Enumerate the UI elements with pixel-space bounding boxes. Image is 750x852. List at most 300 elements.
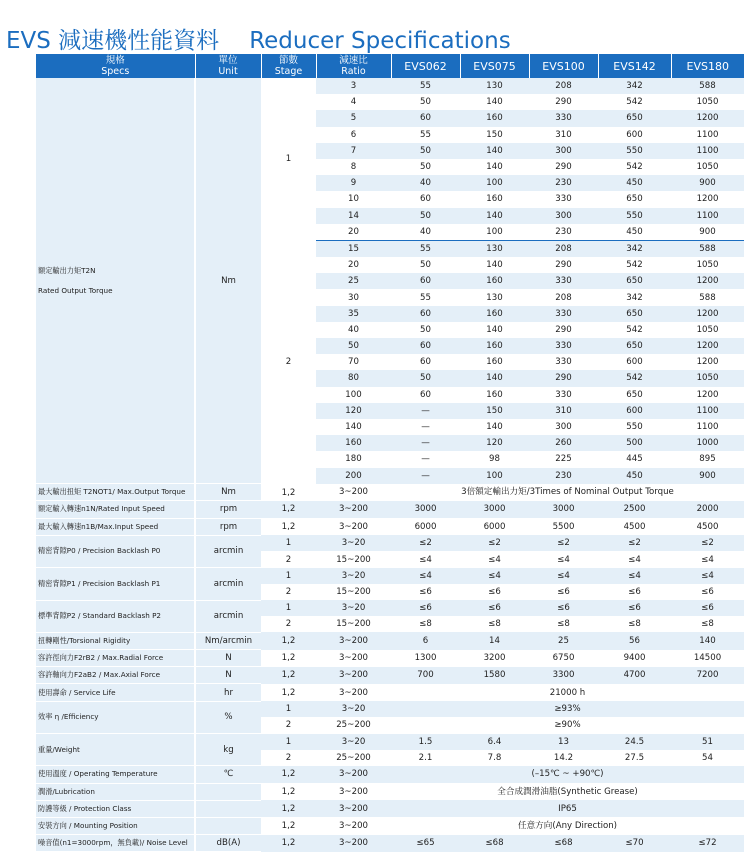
value-cell: ≤6 [529, 600, 598, 616]
ratio-cell: 25~200 [316, 750, 391, 766]
value-cell: 60 [391, 191, 460, 207]
value-cell: 140 [460, 94, 529, 110]
value-cell: 14.2 [529, 750, 598, 766]
value-cell: ≤8 [529, 616, 598, 632]
value-cell: ≤6 [460, 600, 529, 616]
mounting-value: 任意方向(Any Direction) [391, 817, 744, 834]
value-cell: ≤8 [671, 616, 744, 632]
value-cell: 55 [391, 240, 460, 257]
value-cell: ≤4 [391, 551, 460, 567]
value-cell: 1050 [671, 257, 744, 273]
ratio-cell: 40 [316, 322, 391, 338]
stage-cell: 2 [261, 551, 316, 567]
value-cell: 895 [671, 451, 744, 467]
value-cell: — [391, 403, 460, 419]
stage-cell: 1,2 [261, 817, 316, 834]
value-cell: 50 [391, 370, 460, 386]
ratio-cell: 3~20 [316, 568, 391, 584]
lube-unit [195, 783, 261, 800]
value-cell: 6750 [529, 650, 598, 667]
value-cell: 13 [529, 734, 598, 750]
value-cell: 230 [529, 175, 598, 191]
radial-unit: N [195, 650, 261, 667]
header-model: EVS100 [529, 54, 598, 78]
value-cell: 1200 [671, 191, 744, 207]
value-cell: 3000 [529, 501, 598, 518]
value-cell: 9400 [598, 650, 671, 667]
value-cell: 140 [460, 143, 529, 159]
value-cell: 1050 [671, 159, 744, 175]
stage-cell: 2 [261, 717, 316, 733]
stage-cell: 1,2 [261, 667, 316, 684]
value-cell: 208 [529, 289, 598, 305]
stage-cell: 1,2 [261, 501, 316, 518]
stage-cell: 1,2 [261, 783, 316, 800]
value-cell: 50 [391, 322, 460, 338]
ratio-cell: 6 [316, 127, 391, 143]
p2-unit: arcmin [195, 600, 261, 632]
stage-cell: 1,2 [261, 800, 316, 817]
ratio-cell: 3~200 [316, 835, 391, 852]
value-cell: 700 [391, 667, 460, 684]
max_out-unit: Nm [195, 484, 261, 501]
value-cell: 3000 [460, 501, 529, 518]
value-cell: 900 [671, 175, 744, 191]
stage-cell: 1 [261, 701, 316, 717]
value-cell: 342 [598, 240, 671, 257]
value-cell: 130 [460, 240, 529, 257]
value-cell: 208 [529, 78, 598, 94]
value-cell: 1580 [460, 667, 529, 684]
value-cell: 900 [671, 224, 744, 241]
ratio-cell: 25 [316, 273, 391, 289]
ratio-cell: 180 [316, 451, 391, 467]
value-cell: 1000 [671, 435, 744, 451]
ratio-cell: 50 [316, 338, 391, 354]
table-row [36, 518, 744, 535]
value-cell: 140 [460, 370, 529, 386]
value-cell: 600 [598, 403, 671, 419]
ratio-cell: 120 [316, 403, 391, 419]
ratio-cell: 3~200 [316, 650, 391, 667]
table-row [36, 535, 744, 551]
radial-label: 容許徑向力F2rB2 / Max.Radial Force [36, 650, 195, 667]
value-cell: 600 [598, 354, 671, 370]
page-title [6, 22, 511, 52]
rated_in-unit: rpm [195, 501, 261, 518]
efficiency-unit: % [195, 701, 261, 733]
value-cell: 50 [391, 257, 460, 273]
value-cell: ≤6 [598, 584, 671, 600]
value-cell: 140 [460, 419, 529, 435]
value-cell: 160 [460, 338, 529, 354]
ratio-cell: 3~200 [316, 783, 391, 800]
value-cell: 55 [391, 127, 460, 143]
ratio-cell: 3~200 [316, 501, 391, 518]
value-cell: ≤2 [671, 535, 744, 551]
value-cell: 290 [529, 370, 598, 386]
max_out-label: 最大輸出扭矩 T2NOT1/ Max.Output Torque [36, 484, 195, 501]
value-cell: 542 [598, 370, 671, 386]
value-cell: 330 [529, 110, 598, 126]
value-cell: 3300 [529, 667, 598, 684]
value-cell: ≤4 [598, 551, 671, 567]
axial-label: 容許軸向力F2aB2 / Max.Axial Force [36, 667, 195, 684]
ratio-cell: 15~200 [316, 551, 391, 567]
weight-unit: kg [195, 734, 261, 766]
value-cell: 445 [598, 451, 671, 467]
value-cell: ≤70 [598, 835, 671, 852]
ratio-cell: 160 [316, 435, 391, 451]
ratio-cell: 3~200 [316, 484, 391, 501]
value-cell: 208 [529, 240, 598, 257]
ratio-cell: 20 [316, 224, 391, 241]
value-cell: 160 [460, 306, 529, 322]
efficiency-value: ≥93% [391, 701, 744, 717]
value-cell: ≤4 [460, 568, 529, 584]
rated-torque-zh: 額定輸出力矩T2N [38, 265, 96, 275]
value-cell: 7200 [671, 667, 744, 684]
value-cell: 1300 [391, 650, 460, 667]
temp-value: (–15℃ ~ +90℃) [391, 766, 744, 783]
value-cell: 140 [460, 257, 529, 273]
header-specs: 規格 Specs [36, 54, 195, 78]
value-cell: 3000 [391, 501, 460, 518]
ratio-cell: 20 [316, 257, 391, 273]
value-cell: 300 [529, 419, 598, 435]
value-cell: ≤6 [391, 584, 460, 600]
value-cell: 230 [529, 468, 598, 484]
title-en: Reducer Specifications [249, 28, 511, 54]
stage-cell: 1 [261, 535, 316, 551]
value-cell: 342 [598, 289, 671, 305]
value-cell: 1050 [671, 94, 744, 110]
value-cell: 160 [460, 387, 529, 403]
value-cell: ≤2 [460, 535, 529, 551]
ratio-cell: 3~200 [316, 817, 391, 834]
value-cell: 50 [391, 143, 460, 159]
value-cell: ≤6 [460, 584, 529, 600]
value-cell: ≤8 [460, 616, 529, 632]
value-cell: 650 [598, 110, 671, 126]
value-cell: 1200 [671, 306, 744, 322]
value-cell: ≤2 [391, 535, 460, 551]
lube-value: 全合成潤滑油脂(Synthetic Grease) [391, 783, 744, 800]
value-cell: 550 [598, 419, 671, 435]
value-cell: 140 [460, 322, 529, 338]
value-cell: 60 [391, 110, 460, 126]
stage-cell: 1,2 [261, 835, 316, 852]
noise-label: 噪音值(n1=3000rpm，無負載)/ Noise Level [36, 835, 195, 852]
table-row [36, 78, 744, 94]
p2-label: 標準背隙P2 / Standard Backlash P2 [36, 600, 195, 632]
value-cell: 450 [598, 175, 671, 191]
value-cell: 330 [529, 387, 598, 403]
value-cell: 330 [529, 273, 598, 289]
value-cell: 6.4 [460, 734, 529, 750]
value-cell: 160 [460, 110, 529, 126]
value-cell: 290 [529, 257, 598, 273]
value-cell: 160 [460, 354, 529, 370]
ratio-cell: 25~200 [316, 717, 391, 733]
value-cell: 1050 [671, 322, 744, 338]
value-cell: 1050 [671, 370, 744, 386]
value-cell: 542 [598, 322, 671, 338]
temp-unit: ℃ [195, 766, 261, 783]
spec-body [36, 78, 744, 852]
ratio-cell: 140 [316, 419, 391, 435]
lube-label: 潤滑/Lubrication [36, 783, 195, 800]
value-cell: 3200 [460, 650, 529, 667]
value-cell: 4700 [598, 667, 671, 684]
value-cell: 40 [391, 224, 460, 241]
value-cell: 450 [598, 224, 671, 241]
value-cell: 650 [598, 191, 671, 207]
ratio-cell: 80 [316, 370, 391, 386]
p0-unit: arcmin [195, 535, 261, 567]
value-cell: 120 [460, 435, 529, 451]
value-cell: ≤4 [671, 568, 744, 584]
p1-unit: arcmin [195, 568, 261, 600]
value-cell: ≤6 [598, 600, 671, 616]
ratio-cell: 200 [316, 468, 391, 484]
value-cell: ≤2 [598, 535, 671, 551]
ratio-cell: 3~20 [316, 600, 391, 616]
stage-cell: 2 [261, 750, 316, 766]
value-cell: 150 [460, 403, 529, 419]
value-cell: 330 [529, 338, 598, 354]
value-cell: 600 [598, 127, 671, 143]
value-cell: 60 [391, 354, 460, 370]
table-row [36, 835, 744, 852]
value-cell: 51 [671, 734, 744, 750]
efficiency-value: ≥90% [391, 717, 744, 733]
value-cell: 4500 [598, 518, 671, 535]
stage-cell: 1,2 [261, 766, 316, 783]
value-cell: 342 [598, 78, 671, 94]
rated-torque-en: Rated Output Torque [38, 285, 113, 295]
value-cell: 1200 [671, 338, 744, 354]
protection-value: IP65 [391, 800, 744, 817]
value-cell: ≤4 [529, 551, 598, 567]
value-cell: — [391, 435, 460, 451]
value-cell: 40 [391, 175, 460, 191]
value-cell: 290 [529, 322, 598, 338]
table-row [36, 568, 744, 584]
value-cell: ≤2 [529, 535, 598, 551]
value-cell: 542 [598, 94, 671, 110]
efficiency-label: 效率 η /Efficiency [36, 701, 195, 733]
header-stage: 節數 Stage [261, 54, 316, 78]
table-row [36, 783, 744, 800]
value-cell: 14 [460, 632, 529, 649]
ratio-cell: 3~20 [316, 734, 391, 750]
life-unit: hr [195, 684, 261, 701]
value-cell: 27.5 [598, 750, 671, 766]
ratio-cell: 14 [316, 208, 391, 224]
mounting-unit [195, 817, 261, 834]
stage-cell: 1 [261, 600, 316, 616]
rigidity-unit: Nm/arcmin [195, 632, 261, 649]
value-cell: 650 [598, 273, 671, 289]
spec-table [36, 54, 744, 852]
rated-torque-unit: Nm [195, 78, 261, 484]
ratio-cell: 4 [316, 94, 391, 110]
value-cell: 7.8 [460, 750, 529, 766]
value-cell: 650 [598, 306, 671, 322]
ratio-cell: 3~200 [316, 766, 391, 783]
life-label: 使用壽命 / Service Life [36, 684, 195, 701]
temp-label: 使用溫度 / Operating Temperature [36, 766, 195, 783]
ratio-cell: 15 [316, 240, 391, 257]
value-cell: 55 [391, 289, 460, 305]
table-row [36, 800, 744, 817]
stage-cell: 1,2 [261, 632, 316, 649]
rated_in-label: 額定輸入轉速n1N/Rated Input Speed [36, 501, 195, 518]
ratio-cell: 9 [316, 175, 391, 191]
value-cell: 650 [598, 338, 671, 354]
life-value: 21000 h [391, 684, 744, 701]
header-model: EVS075 [460, 54, 529, 78]
value-cell: 290 [529, 159, 598, 175]
value-cell: 1100 [671, 208, 744, 224]
value-cell: 6000 [460, 518, 529, 535]
ratio-cell: 70 [316, 354, 391, 370]
value-cell: 160 [460, 191, 529, 207]
ratio-cell: 10 [316, 191, 391, 207]
value-cell: 50 [391, 159, 460, 175]
table-row [36, 650, 744, 667]
mounting-label: 安裝方向 / Mounting Position [36, 817, 195, 834]
header-row [36, 54, 744, 78]
ratio-cell: 7 [316, 143, 391, 159]
value-cell: 1100 [671, 419, 744, 435]
value-cell: 140 [460, 159, 529, 175]
value-cell: 140 [460, 208, 529, 224]
stage-cell: 1 [261, 78, 316, 240]
value-cell: 60 [391, 306, 460, 322]
value-cell: 2500 [598, 501, 671, 518]
value-cell: 330 [529, 306, 598, 322]
value-cell: 330 [529, 191, 598, 207]
value-cell: 100 [460, 468, 529, 484]
value-cell: 230 [529, 224, 598, 241]
value-cell: 550 [598, 143, 671, 159]
table-row [36, 484, 744, 501]
value-cell: 542 [598, 257, 671, 273]
value-cell: ≤4 [529, 568, 598, 584]
value-cell: — [391, 468, 460, 484]
value-cell: 6000 [391, 518, 460, 535]
value-cell: 1100 [671, 143, 744, 159]
value-cell: 1200 [671, 273, 744, 289]
value-cell: 140 [671, 632, 744, 649]
value-cell: 588 [671, 240, 744, 257]
stage-cell: 2 [261, 584, 316, 600]
table-row [36, 501, 744, 518]
max_in-label: 最大輸入轉速n1B/Max.Input Speed [36, 518, 195, 535]
stage-cell: 2 [261, 616, 316, 632]
value-cell: 260 [529, 435, 598, 451]
ratio-cell: 8 [316, 159, 391, 175]
ratio-cell: 35 [316, 306, 391, 322]
ratio-cell: 3~200 [316, 800, 391, 817]
rated-torque-label [36, 78, 195, 484]
value-cell: 100 [460, 175, 529, 191]
value-cell: 50 [391, 94, 460, 110]
ratio-cell: 100 [316, 387, 391, 403]
table-row [36, 766, 744, 783]
stage-cell: 1,2 [261, 484, 316, 501]
value-cell: 25 [529, 632, 598, 649]
value-cell: 1100 [671, 403, 744, 419]
table-row [36, 632, 744, 649]
value-cell: ≤8 [598, 616, 671, 632]
value-cell: ≤4 [391, 568, 460, 584]
value-cell: ≤68 [460, 835, 529, 852]
header-model: EVS062 [391, 54, 460, 78]
value-cell: 1100 [671, 127, 744, 143]
value-cell: ≤72 [671, 835, 744, 852]
value-cell: 300 [529, 143, 598, 159]
ratio-cell: 3~200 [316, 667, 391, 684]
protection-unit [195, 800, 261, 817]
ratio-cell: 3~20 [316, 535, 391, 551]
value-cell: 588 [671, 289, 744, 305]
table-row [36, 701, 744, 717]
value-cell: 150 [460, 127, 529, 143]
axial-unit: N [195, 667, 261, 684]
value-cell: ≤6 [529, 584, 598, 600]
value-cell: 225 [529, 451, 598, 467]
stage-cell: 1 [261, 568, 316, 584]
value-cell: ≤6 [671, 600, 744, 616]
value-cell: 1200 [671, 387, 744, 403]
ratio-cell: 5 [316, 110, 391, 126]
ratio-cell: 3~200 [316, 518, 391, 535]
weight-label: 重量/Weight [36, 734, 195, 766]
value-cell: 100 [460, 224, 529, 241]
value-cell: 2000 [671, 501, 744, 518]
value-cell: 310 [529, 127, 598, 143]
value-cell: 300 [529, 208, 598, 224]
ratio-cell: 3~200 [316, 632, 391, 649]
max_out-value: 3倍額定輸出力矩/3Times of Nominal Output Torque [391, 484, 744, 501]
value-cell: ≤6 [391, 600, 460, 616]
value-cell: 130 [460, 78, 529, 94]
value-cell: ≤8 [391, 616, 460, 632]
value-cell: 98 [460, 451, 529, 467]
p0-label: 精密背隙P0 / Precision Backlash P0 [36, 535, 195, 567]
stage-cell: 2 [261, 240, 316, 483]
value-cell: 450 [598, 468, 671, 484]
ratio-cell: 3~20 [316, 701, 391, 717]
value-cell: — [391, 419, 460, 435]
value-cell: 60 [391, 387, 460, 403]
stage-cell: 1 [261, 734, 316, 750]
stage-cell: 1,2 [261, 684, 316, 701]
header-model: EVS142 [598, 54, 671, 78]
value-cell: 1200 [671, 354, 744, 370]
title-zh: EVS 減速機性能資料 [6, 28, 220, 54]
noise-unit: dB(A) [195, 835, 261, 852]
header-ratio: 減速比 Ratio [316, 54, 391, 78]
value-cell: — [391, 451, 460, 467]
value-cell: 330 [529, 354, 598, 370]
value-cell: 24.5 [598, 734, 671, 750]
ratio-cell: 15~200 [316, 584, 391, 600]
value-cell: 60 [391, 338, 460, 354]
